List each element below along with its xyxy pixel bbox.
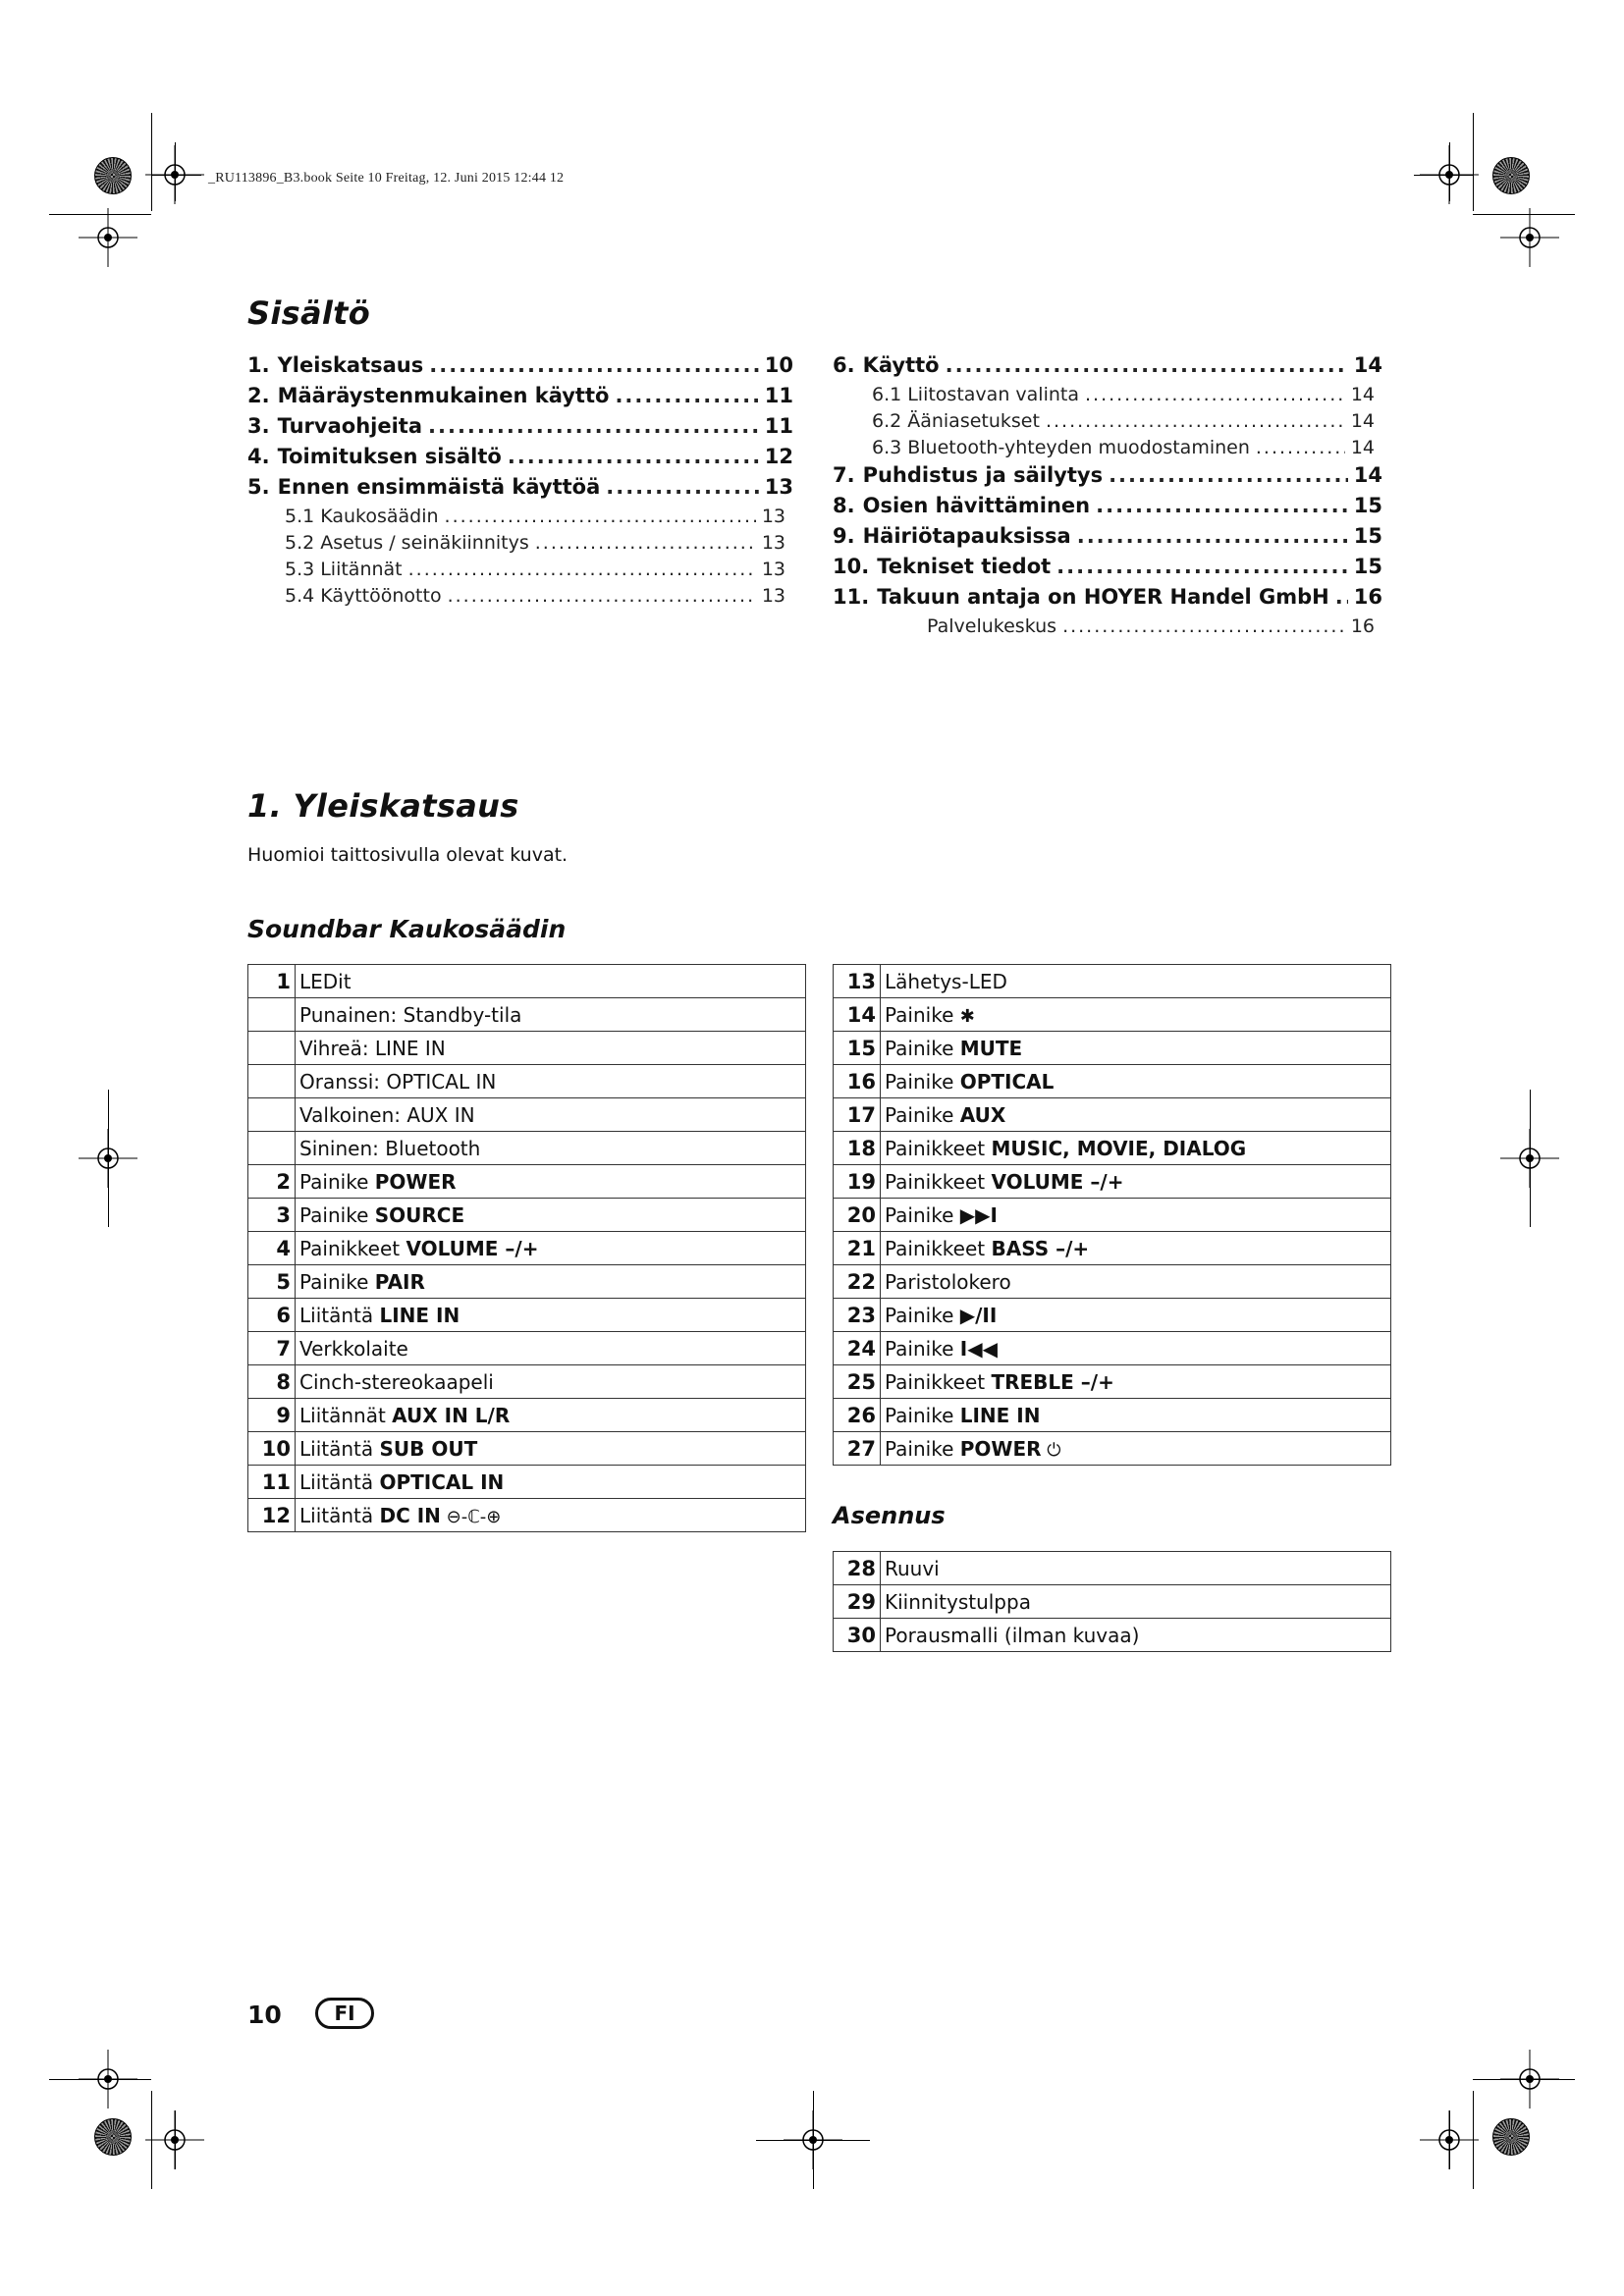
toc-entry-label: Yleiskatsaus (277, 353, 424, 377)
table-row (248, 1365, 806, 1399)
toc-entry-number: 10. (833, 555, 870, 578)
color-bar-target-icon (1492, 157, 1530, 194)
toc-dot-leader (1096, 494, 1348, 517)
table-row (248, 1165, 806, 1199)
toc-entry-number: 4. (247, 445, 270, 468)
item-text: Painike (885, 1069, 960, 1094)
table-row (834, 1232, 1391, 1265)
item-description (296, 1199, 806, 1232)
toc-dot-leader (508, 445, 759, 468)
legend-table-right (833, 964, 1391, 1466)
toc-entry (247, 475, 793, 506)
item-number (248, 998, 296, 1032)
toc-entry-number: 5.2 (285, 532, 315, 554)
table-row (834, 1585, 1391, 1619)
toc-entry-number: 8. (833, 494, 855, 517)
item-text: Liitäntä (299, 1303, 380, 1327)
table-row (248, 1199, 806, 1232)
item-number: 29 (834, 1585, 881, 1619)
toc-entry-label: Asetus / seinäkiinnitys (320, 532, 529, 554)
item-description (296, 1165, 806, 1199)
item-text: Ruuvi (885, 1556, 940, 1580)
item-text-bold: I◀◀ (959, 1336, 998, 1361)
page-number: 10 (247, 2001, 282, 2029)
toc-left-column (247, 353, 793, 612)
toc-entry (833, 353, 1382, 384)
color-bar-target-icon (1492, 2118, 1530, 2156)
table-row (248, 1332, 806, 1365)
item-number: 2 (248, 1165, 296, 1199)
item-symbol: ⊖-ℂ-⊕ (440, 1506, 502, 1527)
item-text: Cinch-stereokaapeli (299, 1369, 494, 1394)
item-text: Painike (885, 1202, 960, 1227)
item-description (881, 1619, 1391, 1652)
item-number: 24 (834, 1332, 881, 1365)
item-text: Lähetys-LED (885, 969, 1007, 993)
toc-entry-label: Käyttö (862, 353, 940, 377)
toc-dot-leader (1046, 410, 1345, 432)
item-number: 25 (834, 1365, 881, 1399)
toc-entry-number: 5.3 (285, 559, 315, 580)
print-slug: _RU113896_B3.book Seite 10 Freitag, 12. Juni 2015 12:44 12 (208, 171, 565, 186)
item-text: Paristolokero (885, 1269, 1011, 1294)
item-number: 22 (834, 1265, 881, 1299)
overview-lead-text: Huomioi taittosivulla olevat kuvat. (247, 844, 568, 866)
item-symbol: ✱ (959, 1005, 975, 1027)
item-text-bold: VOLUME –/+ (991, 1169, 1124, 1194)
toc-entry-page: 15 (1353, 524, 1382, 548)
item-text-bold: ▶▶I (959, 1202, 998, 1227)
item-number (248, 1132, 296, 1165)
item-text-bold: ▶/II (959, 1303, 998, 1327)
item-number: 13 (834, 965, 881, 998)
toc-dot-leader (429, 353, 759, 377)
toc-entry (833, 494, 1382, 524)
toc-entry-number: 5. (247, 475, 270, 499)
item-text-bold: POWER (374, 1169, 457, 1194)
table-row (834, 1065, 1391, 1098)
item-text: Painike (885, 1436, 960, 1461)
toc-entry-number: 6.3 (872, 437, 902, 458)
item-number: 3 (248, 1199, 296, 1232)
table-row (834, 1432, 1391, 1466)
item-number: 7 (248, 1332, 296, 1365)
toc-entry-page: 15 (1353, 494, 1382, 517)
remote-heading: Soundbar Kaukosäädin (247, 915, 567, 943)
item-number (248, 1065, 296, 1098)
crosshair-icon (1500, 208, 1559, 267)
item-text: Painikkeet (885, 1136, 992, 1160)
toc-entry (247, 445, 793, 475)
crosshair-icon (145, 145, 204, 204)
item-description (296, 1032, 806, 1065)
item-description (881, 1065, 1391, 1098)
item-text: Painike (299, 1169, 375, 1194)
toc-entry (247, 384, 793, 414)
toc-entry-number: 11. (833, 585, 870, 609)
toc-entry-label: Tekniset tiedot (877, 555, 1052, 578)
install-heading: Asennus (833, 1502, 946, 1529)
toc-entry-number: 5.1 (285, 506, 315, 527)
toc-dot-leader (946, 353, 1348, 377)
table-row (248, 1432, 806, 1466)
item-description (296, 1332, 806, 1365)
toc-entry-label: Käyttöönotto (320, 585, 442, 607)
toc-entry-number: 7. (833, 463, 855, 487)
item-description (881, 1232, 1391, 1265)
toc-entry-label: Puhdistus ja säilytys (862, 463, 1104, 487)
toc-dot-leader (1085, 384, 1345, 405)
item-text: Painike (885, 1336, 960, 1361)
toc-entry-page: 15 (1353, 555, 1382, 578)
toc-entry-number: 9. (833, 524, 855, 548)
item-description (881, 1165, 1391, 1199)
item-number: 28 (834, 1552, 881, 1585)
toc-dot-leader (535, 532, 756, 554)
item-description (881, 1032, 1391, 1065)
item-text: Painikkeet (885, 1169, 992, 1194)
item-number: 4 (248, 1232, 296, 1265)
toc-entry (833, 384, 1382, 410)
item-number: 19 (834, 1165, 881, 1199)
toc-right-column (833, 353, 1382, 642)
item-text: Sininen: Bluetooth (299, 1136, 481, 1160)
item-text: Punainen: Standby-tila (299, 1002, 522, 1027)
legend-table-left (247, 964, 806, 1532)
crosshair-icon (79, 208, 137, 267)
table-row (248, 1032, 806, 1065)
table-row (834, 1552, 1391, 1585)
toc-dot-leader (408, 559, 756, 580)
toc-dot-leader (1077, 524, 1348, 548)
toc-dot-leader (1335, 585, 1348, 609)
toc-entry-number: 5.4 (285, 585, 315, 607)
table-row (248, 1265, 806, 1299)
color-bar-target-icon (94, 2118, 132, 2156)
crosshair-icon (1420, 145, 1479, 204)
item-number: 15 (834, 1032, 881, 1065)
item-number: 12 (248, 1499, 296, 1532)
toc-entry-page: 10 (764, 353, 793, 377)
item-description (881, 1098, 1391, 1132)
item-description (296, 1499, 806, 1532)
toc-entry-page: 13 (761, 532, 785, 554)
toc-entry-label: Liitostavan valinta (907, 384, 1079, 405)
item-text: Painike (885, 1403, 960, 1427)
toc-dot-leader (448, 585, 756, 607)
item-number: 21 (834, 1232, 881, 1265)
item-number (248, 1032, 296, 1065)
toc-entry (247, 532, 793, 559)
item-text-bold: PAIR (374, 1269, 425, 1294)
table-row (248, 1499, 806, 1532)
item-number: 17 (834, 1098, 881, 1132)
toc-entry (833, 437, 1382, 463)
item-text: Oranssi: OPTICAL IN (299, 1069, 497, 1094)
item-text-bold: DC IN (379, 1503, 441, 1527)
toc-dot-leader (1062, 615, 1345, 637)
item-text-bold: MUSIC, MOVIE, DIALOG (991, 1136, 1247, 1160)
table-row (248, 1132, 806, 1165)
table-row (834, 1032, 1391, 1065)
toc-entry-label: Liitännät (320, 559, 403, 580)
table-row (834, 998, 1391, 1032)
item-text: Valkoinen: AUX IN (299, 1102, 475, 1127)
toc-entry-page: 13 (761, 506, 785, 527)
toc-entry (247, 559, 793, 585)
item-text-bold: LINE IN (379, 1303, 460, 1327)
toc-entry-label: Ennen ensimmäistä käyttöä (277, 475, 601, 499)
toc-entry-page: 14 (1350, 384, 1375, 405)
toc-entry-page: 11 (764, 384, 793, 407)
table-row (834, 1132, 1391, 1165)
item-text-bold: OPTICAL IN (379, 1469, 505, 1494)
table-row (248, 1466, 806, 1499)
table-row (834, 1165, 1391, 1199)
item-text-bold: MUTE (959, 1036, 1023, 1060)
item-text: Painikkeet (885, 1369, 992, 1394)
toc-title: Sisältö (247, 294, 371, 332)
item-text: Painikkeet (885, 1236, 992, 1260)
table-row (834, 1332, 1391, 1365)
table-row (248, 1232, 806, 1265)
toc-entry (247, 353, 793, 384)
item-number: 1 (248, 965, 296, 998)
item-text: Painike (299, 1269, 375, 1294)
toc-entry-label: Osien hävittäminen (862, 494, 1091, 517)
section-title-overview: 1. Yleiskatsaus (247, 787, 519, 825)
item-number: 18 (834, 1132, 881, 1165)
item-text: Liitäntä (299, 1469, 380, 1494)
table-row (834, 1365, 1391, 1399)
table-row (248, 1299, 806, 1332)
item-text-bold: SOURCE (374, 1202, 465, 1227)
toc-entry-number: 1. (247, 353, 270, 377)
item-description (296, 1365, 806, 1399)
item-description (881, 1332, 1391, 1365)
toc-entry-label: Bluetooth-yhteyden muodostaminen (907, 437, 1250, 458)
item-number: 8 (248, 1365, 296, 1399)
crosshair-icon (1500, 2050, 1559, 2109)
item-description (881, 1399, 1391, 1432)
item-text: Verkkolaite (299, 1336, 408, 1361)
item-text-bold: OPTICAL (959, 1069, 1055, 1094)
toc-entry-page: 14 (1350, 410, 1375, 432)
toc-entry (833, 463, 1382, 494)
toc-entry-page: 16 (1353, 585, 1382, 609)
toc-dot-leader (1256, 437, 1345, 458)
toc-entry (833, 524, 1382, 555)
item-number: 10 (248, 1432, 296, 1466)
toc-entry-label: Turvaohjeita (277, 414, 423, 438)
table-row (834, 1265, 1391, 1299)
item-number: 16 (834, 1065, 881, 1098)
table-row (248, 1399, 806, 1432)
item-description (296, 1299, 806, 1332)
crosshair-icon (1420, 2110, 1479, 2169)
item-text-bold: AUX (959, 1102, 1006, 1127)
toc-entry-page: 16 (1350, 615, 1375, 637)
toc-entry-page: 14 (1353, 463, 1382, 487)
toc-entry-page: 13 (761, 585, 785, 607)
toc-entry-page: 13 (761, 559, 785, 580)
item-text-bold: SUB OUT (379, 1436, 478, 1461)
table-row (248, 1065, 806, 1098)
toc-entry-page: 14 (1350, 437, 1375, 458)
item-text: Painike (885, 1102, 960, 1127)
toc-entry-number: 6.2 (872, 410, 902, 432)
toc-entry-page: 14 (1353, 353, 1382, 377)
crosshair-icon (79, 2050, 137, 2109)
toc-entry-page: 13 (764, 475, 793, 499)
item-description (296, 1132, 806, 1165)
item-text: Liitännät (299, 1403, 393, 1427)
item-text: Painike (299, 1202, 375, 1227)
item-number: 11 (248, 1466, 296, 1499)
toc-entry-label: Häiriötapauksissa (862, 524, 1071, 548)
table-row (248, 965, 806, 998)
item-text: Porausmalli (ilman kuvaa) (885, 1623, 1140, 1647)
table-row (834, 1619, 1391, 1652)
table-row (834, 965, 1391, 998)
item-description (881, 1299, 1391, 1332)
item-text: Kiinnitystulppa (885, 1589, 1031, 1614)
toc-entry (247, 585, 793, 612)
table-row (248, 998, 806, 1032)
toc-entry-page: 11 (764, 414, 793, 438)
item-text: Liitäntä (299, 1436, 380, 1461)
color-bar-target-icon (94, 157, 132, 194)
item-description (881, 1552, 1391, 1585)
toc-dot-leader (1109, 463, 1348, 487)
toc-dot-leader (615, 384, 758, 407)
legend-table-install (833, 1551, 1391, 1652)
item-description (296, 1432, 806, 1466)
toc-entry-label: Kaukosäädin (320, 506, 439, 527)
item-text: LEDit (299, 969, 352, 993)
item-number: 30 (834, 1619, 881, 1652)
item-text-bold: POWER (959, 1436, 1042, 1461)
toc-entry-label: Määräystenmukainen käyttö (277, 384, 610, 407)
item-description (881, 1199, 1391, 1232)
item-description (881, 1432, 1391, 1466)
toc-entry (833, 585, 1382, 615)
item-description (296, 1399, 806, 1432)
item-number: 27 (834, 1432, 881, 1466)
table-row (834, 1199, 1391, 1232)
item-text-bold: BASS –/+ (991, 1236, 1090, 1260)
table-row (248, 1098, 806, 1132)
toc-entry-label: Toimituksen sisältö (277, 445, 502, 468)
toc-entry (247, 506, 793, 532)
item-text: Vihreä: LINE IN (299, 1036, 446, 1060)
item-number: 6 (248, 1299, 296, 1332)
toc-entry-number: 6.1 (872, 384, 902, 405)
item-description (881, 1365, 1391, 1399)
item-number: 20 (834, 1199, 881, 1232)
item-text: Painike (885, 1036, 960, 1060)
item-description (296, 1466, 806, 1499)
item-description (881, 998, 1391, 1032)
toc-entry (247, 414, 793, 445)
toc-dot-leader (445, 506, 756, 527)
toc-dot-leader (606, 475, 759, 499)
toc-entry-label: Palvelukeskus (927, 615, 1057, 637)
table-row (834, 1299, 1391, 1332)
item-text-bold: VOLUME –/+ (406, 1236, 539, 1260)
item-description (881, 1585, 1391, 1619)
item-description (296, 1098, 806, 1132)
item-text: Liitäntä (299, 1503, 380, 1527)
toc-entry (833, 615, 1382, 642)
item-description (296, 1065, 806, 1098)
item-description (296, 998, 806, 1032)
toc-entry-page: 12 (764, 445, 793, 468)
item-description (881, 965, 1391, 998)
item-text-bold: TREBLE –/+ (991, 1369, 1114, 1394)
toc-entry-number: 2. (247, 384, 270, 407)
item-text-bold: AUX IN L/R (392, 1403, 511, 1427)
toc-entry-number: 3. (247, 414, 270, 438)
item-number: 9 (248, 1399, 296, 1432)
toc-entry (833, 555, 1382, 585)
item-number: 5 (248, 1265, 296, 1299)
table-row (834, 1399, 1391, 1432)
item-description (296, 1265, 806, 1299)
toc-dot-leader (428, 414, 759, 438)
item-text: Painike (885, 1303, 960, 1327)
item-description (881, 1265, 1391, 1299)
toc-entry-label: Ääniasetukset (907, 410, 1040, 432)
item-description (881, 1132, 1391, 1165)
item-symbol: ⏻ (1041, 1439, 1061, 1461)
item-number: 26 (834, 1399, 881, 1432)
item-text-bold: LINE IN (959, 1403, 1041, 1427)
item-text: Painikkeet (299, 1236, 406, 1260)
toc-dot-leader (1056, 555, 1348, 578)
language-badge: FI (315, 1998, 374, 2029)
toc-entry-label: Takuun antaja on HOYER Handel GmbH (877, 585, 1329, 609)
item-number: 23 (834, 1299, 881, 1332)
toc-entry-number: 6. (833, 353, 855, 377)
crosshair-icon (145, 2110, 204, 2169)
item-text: Painike (885, 1002, 960, 1027)
item-description (296, 1232, 806, 1265)
item-description (296, 965, 806, 998)
table-row (834, 1098, 1391, 1132)
toc-entry (833, 410, 1382, 437)
item-number: 14 (834, 998, 881, 1032)
item-number (248, 1098, 296, 1132)
